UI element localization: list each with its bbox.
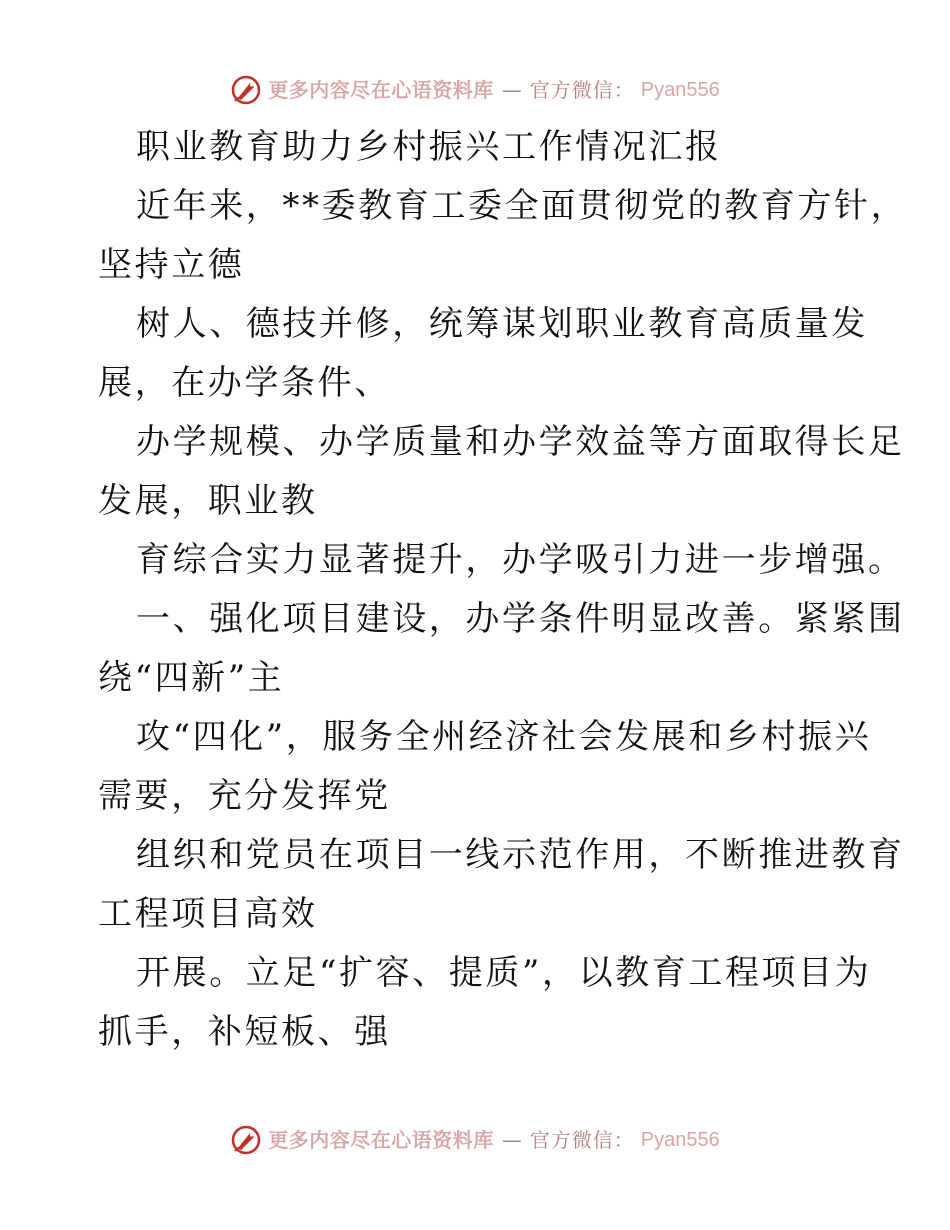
- banner-dash: —: [501, 78, 522, 102]
- paragraph-line: 工程项目高效: [98, 894, 318, 934]
- paragraph-line: 绕“四新”主: [98, 658, 285, 698]
- paragraph-line: 坚持立德: [98, 245, 245, 285]
- document-title: 职业教育助力乡村振兴工作情况汇报: [136, 127, 722, 167]
- paragraph-line: 近年来，**委教育工委全面贯彻党的教育方针，: [136, 186, 908, 226]
- banner-main-text: 更多内容尽在心语资料库: [268, 1128, 494, 1152]
- banner-wechat-id: Pyan556: [640, 1129, 720, 1151]
- paragraph-line: 树人、德技并修，统筹谋划职业教育高质量发: [136, 304, 868, 344]
- pen-nib-logo-icon: [230, 74, 262, 106]
- document-body: [98, 118, 908, 1062]
- banner-main-text: 更多内容尽在心语资料库: [268, 78, 494, 102]
- banner-wechat-id: Pyan556: [640, 79, 720, 101]
- header-watermark-banner: [0, 70, 950, 110]
- paragraph-line: 办学规模、办学质量和办学效益等方面取得长足: [136, 422, 905, 462]
- paragraph-line: 开展。立足“扩容、提质”，以教育工程项目为: [136, 953, 872, 993]
- footer-watermark-banner: [0, 1120, 950, 1160]
- banner-wechat-label: 官方微信：: [529, 1128, 635, 1152]
- section-heading-line: 一、强化项目建设，办学条件明显改善。紧紧围: [136, 599, 905, 639]
- banner-wechat-label: 官方微信：: [529, 78, 635, 102]
- paragraph-line: 需要，充分发挥党: [98, 776, 391, 816]
- paragraph-line: 抓手，补短板、强: [98, 1012, 391, 1052]
- paragraph-line: 发展，职业教: [98, 481, 318, 521]
- paragraph-line: 展，在办学条件、: [98, 363, 391, 403]
- pen-nib-logo-icon: [230, 1124, 262, 1156]
- paragraph-line: 育综合实力显著提升，办学吸引力进一步增强。: [136, 540, 905, 580]
- paragraph-line: 组织和党员在项目一线示范作用，不断推进教育: [136, 835, 905, 875]
- paragraph-line: 攻“四化”，服务全州经济社会发展和乡村振兴: [136, 717, 872, 757]
- banner-dash: —: [501, 1128, 522, 1152]
